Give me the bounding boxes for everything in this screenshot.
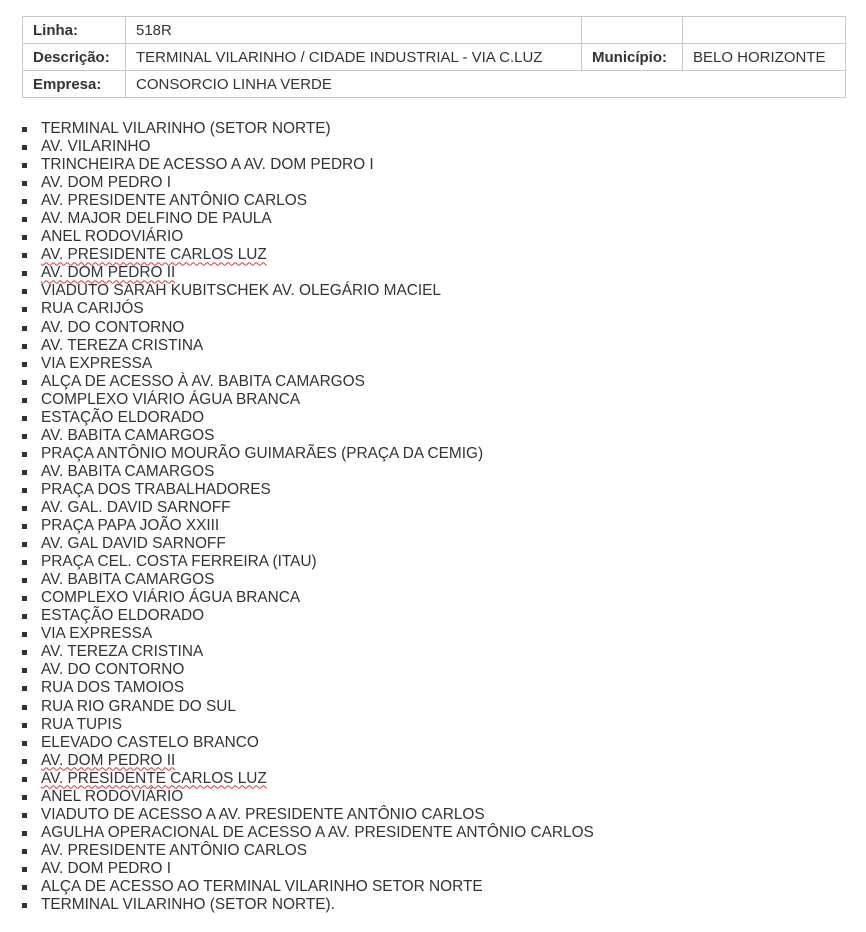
route-item-text: COMPLEXO VIÁRIO ÁGUA BRANCA	[41, 390, 301, 408]
route-item-text: ALÇA DE ACESSO À AV. BABITA CAMARGOS	[41, 372, 365, 390]
route-item-text: ANEL RODOVIÁRIO	[41, 228, 184, 246]
route-item	[22, 445, 594, 463]
descricao-label: Descrição:	[23, 44, 126, 71]
route-item	[22, 589, 594, 607]
route-item	[22, 210, 594, 228]
route-item	[22, 192, 594, 210]
route-item-text: AV. PRESIDENTE ANTÔNIO CARLOS	[41, 841, 307, 859]
route-item-text: AV. DOM PEDRO II	[41, 264, 176, 282]
municipio-label: Município:	[582, 44, 683, 71]
route-item	[22, 427, 594, 445]
empresa-value: CONSORCIO LINHA VERDE	[126, 71, 846, 98]
route-item-text: AV. GAL DAVID SARNOFF	[41, 535, 226, 553]
route-item	[22, 806, 594, 824]
route-item	[22, 228, 594, 246]
route-item-text: AV. DO CONTORNO	[41, 318, 185, 336]
route-item-text: TERMINAL VILARINHO (SETOR NORTE)	[41, 120, 331, 137]
route-item-text: RUA RIO GRANDE DO SUL	[41, 697, 236, 715]
route-item-text: AV. PRESIDENTE ANTÔNIO CARLOS	[41, 192, 307, 210]
route-item	[22, 246, 594, 264]
route-item-text: AV. PRESIDENTE CARLOS LUZ	[41, 769, 267, 787]
route-item-text: COMPLEXO VIÁRIO ÁGUA BRANCA	[41, 589, 301, 607]
route-item-text: AGULHA OPERACIONAL DE ACESSO A AV. PRESIDENTE ANTÔNIO CARLOS	[41, 823, 594, 841]
route-item-text: PRAÇA ANTÔNIO MOURÃO GUIMARÃES (PRAÇA DA CEMIG)	[41, 444, 484, 462]
route-item-text: AV. DOM PEDRO I	[41, 859, 171, 877]
route-item-text: PRAÇA PAPA JOÃO XXIII	[41, 517, 220, 535]
route-item	[22, 788, 594, 806]
empresa-label: Empresa:	[23, 71, 126, 98]
route-item	[22, 409, 594, 427]
route-item-text: ESTAÇÃO ELDORADO	[41, 607, 205, 625]
route-item-text: AV. TEREZA CRISTINA	[41, 336, 204, 354]
route-item	[22, 463, 594, 481]
route-item	[22, 264, 594, 282]
linha-row	[23, 17, 846, 44]
route-item	[22, 499, 594, 517]
descricao-value: TERMINAL VILARINHO / CIDADE INDUSTRIAL - VIA C.LUZ	[126, 44, 582, 71]
route-item	[22, 282, 594, 300]
route-item	[22, 878, 594, 896]
route-item-text: AV. GAL. DAVID SARNOFF	[41, 498, 231, 516]
route-item	[22, 156, 594, 174]
route-item-text: PRAÇA CEL. COSTA FERREIRA (ITAU)	[41, 553, 317, 571]
route-item-text: AV. MAJOR DELFINO DE PAULA	[41, 210, 272, 228]
route-item-text: ALÇA DE ACESSO AO TERMINAL VILARINHO SETOR NORTE	[41, 877, 483, 895]
route-item	[22, 698, 594, 716]
route-item	[22, 770, 594, 788]
route-item-text: AV. BABITA CAMARGOS	[41, 426, 215, 444]
route-item-text: VIA EXPRESSA	[41, 625, 153, 643]
route-item	[22, 337, 594, 355]
route-item-text: RUA TUPIS	[41, 715, 122, 733]
route-item	[22, 138, 594, 156]
route-item	[22, 679, 594, 697]
route-item	[22, 842, 594, 860]
route-item-text: RUA DOS TAMOIOS	[41, 679, 185, 697]
route-item-text: ELEVADO CASTELO BRANCO	[41, 733, 259, 751]
linha-label: Linha:	[23, 17, 126, 44]
route-item-text: PRAÇA DOS TRABALHADORES	[41, 480, 271, 498]
route-item	[22, 300, 594, 318]
route-item	[22, 517, 594, 535]
route-item	[22, 355, 594, 373]
route-item-text: TRINCHEIRA DE ACESSO A AV. DOM PEDRO I	[41, 156, 374, 174]
route-item-text: AV. TEREZA CRISTINA	[41, 643, 204, 661]
linha-value: 518R	[126, 17, 582, 44]
route-item	[22, 120, 594, 138]
empty-cell	[683, 17, 846, 44]
route-item-text: RUA CARIJÓS	[41, 300, 144, 318]
route-item	[22, 643, 594, 661]
route-item	[22, 373, 594, 391]
route-item-text: AV. DOM PEDRO I	[41, 174, 171, 192]
route-item-text: AV. VILARINHO	[41, 138, 151, 156]
route-item	[22, 661, 594, 679]
route-item-text: AV. BABITA CAMARGOS	[41, 571, 215, 589]
route-item-text: VIADUTO DE ACESSO A AV. PRESIDENTE ANTÔNIO CARLOS	[41, 805, 485, 823]
line-info-table	[22, 16, 846, 98]
route-item-text: AV. PRESIDENTE CARLOS LUZ	[41, 246, 267, 264]
route-list	[22, 120, 594, 914]
route-item-text: AV. BABITA CAMARGOS	[41, 462, 215, 480]
route-item	[22, 625, 594, 643]
route-item	[22, 481, 594, 499]
route-item	[22, 734, 594, 752]
route-item-text: VIA EXPRESSA	[41, 354, 153, 372]
route-item-text: ANEL RODOVIÁRIO	[41, 787, 184, 805]
route-item	[22, 752, 594, 770]
route-item-text: ESTAÇÃO ELDORADO	[41, 408, 205, 426]
route-item-text: TERMINAL VILARINHO (SETOR NORTE).	[41, 896, 335, 914]
route-item	[22, 535, 594, 553]
descricao-row	[23, 44, 846, 71]
route-item	[22, 716, 594, 734]
municipio-value: BELO HORIZONTE	[683, 44, 846, 71]
route-item-text: VIADUTO SARAH KUBITSCHEK AV. OLEGÁRIO MACIEL	[41, 282, 441, 300]
route-item	[22, 571, 594, 589]
empresa-row	[23, 71, 846, 98]
route-item	[22, 174, 594, 192]
empty-cell	[582, 17, 683, 44]
route-item	[22, 607, 594, 625]
route-item	[22, 896, 594, 914]
route-item-text: AV. DOM PEDRO II	[41, 751, 176, 769]
route-item	[22, 553, 594, 571]
route-item-text: AV. DO CONTORNO	[41, 661, 185, 679]
route-item	[22, 860, 594, 878]
route-item	[22, 319, 594, 337]
route-item	[22, 824, 594, 842]
route-item	[22, 391, 594, 409]
